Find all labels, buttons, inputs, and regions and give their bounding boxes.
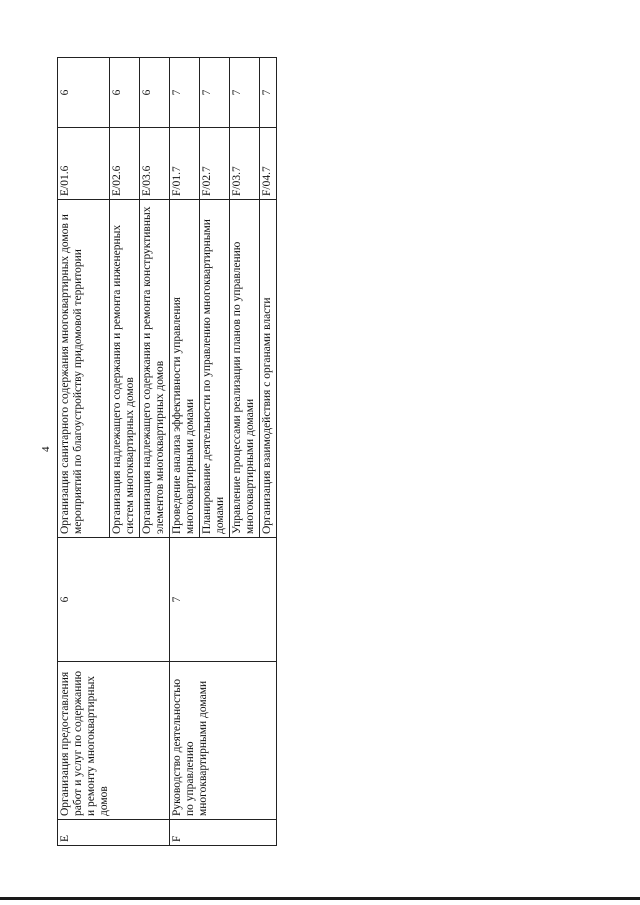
func-name-cell: Управление процессами реализации планов по управлению многоквартирными домами <box>230 200 260 538</box>
table-row <box>58 58 110 846</box>
func-code-cell: F/01.7 <box>170 128 200 200</box>
func-code-cell: F/03.7 <box>230 128 260 200</box>
func-level-cell: 7 <box>200 58 230 128</box>
gen-level-cell: 6 <box>58 538 170 662</box>
func-level-cell: 6 <box>140 58 170 128</box>
func-level-cell: 6 <box>58 58 110 128</box>
func-name-cell: Организация санитарного содержания многоквартирных домов и мероприятий по благоустройству придомовой территории <box>58 200 110 538</box>
func-name-cell: Организация надлежащего содержания и ремонта конструктивных элементов многоквартирных домов <box>140 200 170 538</box>
func-level-cell: 7 <box>230 58 260 128</box>
func-name-cell: Организация надлежащего содержания и ремонта инженерных систем многоквартирных домов <box>110 200 140 538</box>
func-code-cell: F/02.7 <box>200 128 230 200</box>
func-code-cell: F/04.7 <box>260 128 277 200</box>
func-name-cell: Организация взаимодействия с органами власти <box>260 200 277 538</box>
functions-table <box>57 57 277 846</box>
gen-name-cell: Организация предоставления работ и услуг по содержанию и ремонту многоквартирных домов <box>58 662 170 820</box>
gen-level-cell: 7 <box>170 538 277 662</box>
func-level-cell: 7 <box>170 58 200 128</box>
func-name-cell: Проведение анализа эффективности управления многоквартирными домами <box>170 200 200 538</box>
table-row <box>170 58 200 846</box>
func-level-cell: 7 <box>260 58 277 128</box>
bottom-rule <box>0 897 640 900</box>
func-code-cell: E/03.6 <box>140 128 170 200</box>
func-code-cell: E/01.6 <box>58 128 110 200</box>
gen-code-cell: E <box>58 820 170 846</box>
page-number: 4 <box>40 446 52 452</box>
functions-table-rotated <box>57 58 276 846</box>
func-code-cell: E/02.6 <box>110 128 140 200</box>
gen-code-cell: F <box>170 820 277 846</box>
gen-name-cell: Руководство деятельностью по управлению многоквартирными домами <box>170 662 277 820</box>
func-level-cell: 6 <box>110 58 140 128</box>
func-name-cell: Планирование деятельности по управлению многоквартирными домами <box>200 200 230 538</box>
